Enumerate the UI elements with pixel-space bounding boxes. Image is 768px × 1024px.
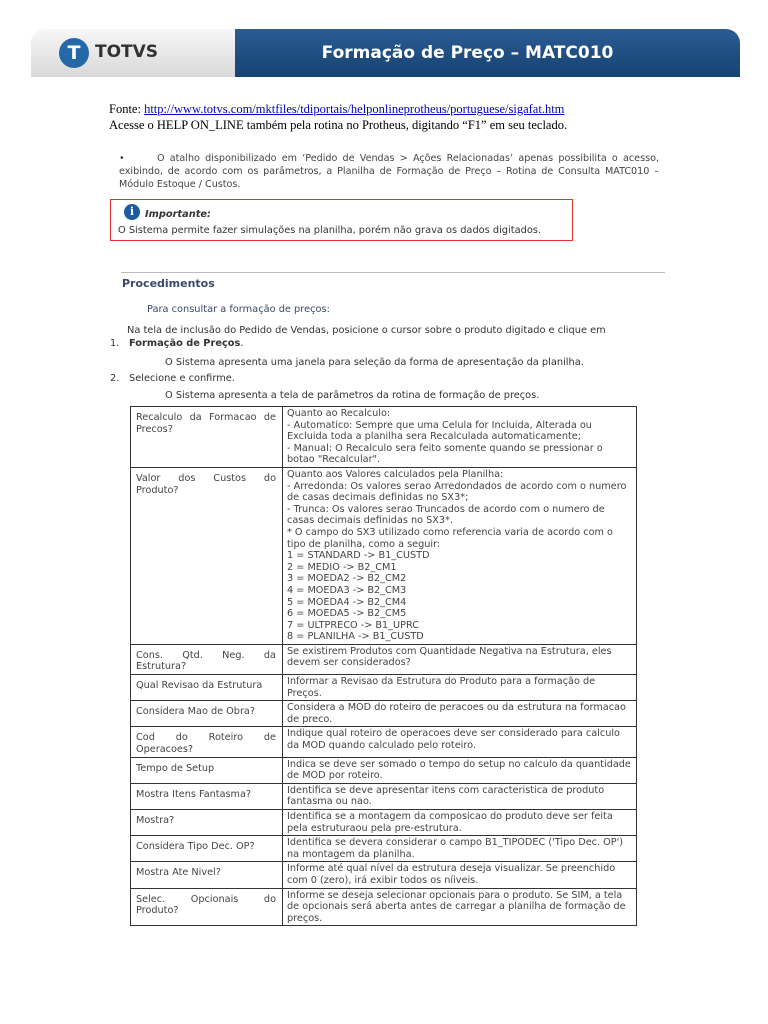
param-description <box>283 644 637 674</box>
logo-text: TOTVS <box>95 42 159 62</box>
param-label: Considera Mao de Obra? <box>131 701 283 727</box>
step1-text: Na tela de inclusão do Pedido de Vendas, posicione o cursor sobre o produto digitado e clique em <box>127 325 606 336</box>
param-description <box>283 727 637 757</box>
param-description-line: - Automatico: Sempre que uma Celula for Incluida, Alterada ou Excluida toda a planilha sera Recalculada automaticamente; <box>287 419 592 443</box>
param-description <box>283 836 637 862</box>
table-row <box>131 783 637 809</box>
param-label: Valor dos Custos do Produto? <box>131 467 283 644</box>
table-row <box>131 407 637 468</box>
param-description-line: Indique qual roteiro de operacoes deve ser considerado para calculo da MOD quando calculado pelo roteiro. <box>287 728 620 752</box>
table-row <box>131 888 637 926</box>
step2-text: Selecione e confirme. <box>129 373 235 384</box>
shortcut-note-text: O atalho disponibilizado em ‘Pedido de Vendas > Ações Relacionadas’ apenas possibilita o acesso, exibindo, de acordo com os parâmetros, a Planilha de Formação de Preço – Rotina de Consulta MATC010 – Módulo Estoque / Custos. <box>119 153 659 190</box>
step1-number: 1. <box>110 338 120 349</box>
param-description <box>283 701 637 727</box>
param-label: Considera Tipo Dec. OP? <box>131 836 283 862</box>
table-row <box>131 467 637 644</box>
param-description-line: Informe até qual nível da estrutura deseja visualizar. Se preenchido com 0 (zero), irá exibir todos os níiveis. <box>287 863 616 886</box>
table-row <box>131 701 637 727</box>
param-description-line: Quanto aos Valores calculados pela Planilha: <box>287 468 504 480</box>
table-row <box>131 836 637 862</box>
param-description-line: 4 = MOEDA3 -> B2_CM3 <box>287 584 407 596</box>
table-row <box>131 810 637 836</box>
param-description-line: * O campo do SX3 utilizado como referencia varia de acordo com o tipo de planilha, como a seguir: <box>287 526 613 550</box>
important-title: Importante: <box>145 209 211 220</box>
important-text: O Sistema permite fazer simulações na planilha, porém não grava os dados digitados. <box>118 225 542 236</box>
param-description-line: 3 = MOEDA2 -> B2_CM2 <box>287 573 407 585</box>
parameters-table <box>130 406 637 926</box>
param-description-line: 7 = ULTPRECO -> B1_UPRC <box>287 619 419 631</box>
help-instruction: Acesse o HELP ON_LINE também pela rotina no Protheus, digitando “F1” em seu teclado. <box>109 118 568 132</box>
param-label: Selec. Opcionais do Produto? <box>131 888 283 926</box>
param-description-line: Identifica se devera considerar o campo B1_TIPODEC ('Tipo Dec. OP') na montagem da planilha. <box>287 837 624 860</box>
info-icon: i <box>124 204 140 220</box>
param-description <box>283 757 637 783</box>
procedure-intro: Para consultar a formação de preços: <box>147 304 330 315</box>
param-description-line: Quanto ao Recalculo: <box>287 408 391 419</box>
section-title: Procedimentos <box>122 277 215 290</box>
param-description-line: 8 = PLANILHA -> B1_CUSTD <box>287 631 424 643</box>
step2-number: 2. <box>110 373 120 384</box>
param-description-line: Identifica se a montagem da composicao do produto deve ser feita pela estruturaou pela pre-estrutura. <box>287 811 613 834</box>
logo-area <box>31 29 235 77</box>
param-description-line: - Trunca: Os valores serao Truncados de acordo com o numero de casas decimais definidas no SX3*. <box>287 503 605 527</box>
section-divider <box>121 272 665 273</box>
param-description-line: Identifica se deve apresentar itens com caracteristica de produto fantasma ou nao. <box>287 784 605 808</box>
source-line <box>109 102 564 117</box>
source-label: Fonte: <box>109 102 145 116</box>
page-title: Formação de Preço – MATC010 <box>321 43 614 63</box>
table-row <box>131 862 637 888</box>
bullet-icon: • <box>119 153 125 164</box>
step1-end: . <box>240 338 244 349</box>
table-row <box>131 644 637 674</box>
logo-mark-letter: T <box>67 42 81 64</box>
param-description <box>283 810 637 836</box>
important-callout <box>110 199 573 241</box>
param-description <box>283 675 637 701</box>
param-label: Mostra Itens Fantasma? <box>131 783 283 809</box>
table-row <box>131 727 637 757</box>
page-header <box>31 29 740 77</box>
totvs-logo-icon <box>59 38 89 68</box>
table-row <box>131 675 637 701</box>
source-link[interactable]: http://www.totvs.com/mktfiles/tdiportais/helponlineprotheus/portuguese/sigafat.htm <box>144 102 565 116</box>
param-label: Tempo de Setup <box>131 757 283 783</box>
param-description-line: - Arredonda: Os valores serao Arredondados de acordo com o numero de casas decimais definidas no SX3*; <box>287 480 627 504</box>
param-label: Mostra? <box>131 810 283 836</box>
param-description <box>283 407 637 468</box>
title-banner <box>235 29 740 77</box>
param-label: Mostra Ate Nivel? <box>131 862 283 888</box>
param-description <box>283 888 637 926</box>
param-label: Recalculo da Formacao de Precos? <box>131 407 283 468</box>
step1-result: O Sistema apresenta uma janela para seleção da forma de apresentação da planilha. <box>165 357 584 368</box>
param-description-line: 1 = STANDARD -> B1_CUSTD <box>287 550 430 562</box>
param-description-line: Se existirem Produtos com Quantidade Negativa na Estrutura, eles devem ser considerados? <box>287 645 612 669</box>
param-description-line: Informe se deseja selecionar opcionais para o produto. Se SIM, a tela de opcionais será aberta antes de carregar a planilha de formação de preços. <box>287 889 626 924</box>
step1-action <box>129 338 243 349</box>
param-description-line: Considera a MOD do roteiro de peracoes ou da estrutura na formacao de preco. <box>287 702 626 725</box>
param-description-line: 6 = MOEDA5 -> B2_CM5 <box>287 608 407 620</box>
step2-result: O Sistema apresenta a tela de parâmetros da rotina de formação de preços. <box>165 390 540 401</box>
param-description <box>283 783 637 809</box>
param-description-line: 2 = MEDIO -> B2_CM1 <box>287 561 397 573</box>
param-description-line: - Manual: O Recalculo sera feito somente quando se pressionar o botao "Recalcular". <box>287 442 603 466</box>
table-row <box>131 757 637 783</box>
step1-bold: Formação de Preços <box>129 338 241 349</box>
param-description-line: Indica se deve ser somado o tempo do setup no calculo da quantidade de MOD por roteiro. <box>287 758 631 782</box>
param-label: Cons. Qtd. Neg. da Estrutura? <box>131 644 283 674</box>
param-label: Qual Revisao da Estrutura <box>131 675 283 701</box>
param-description-line: 5 = MOEDA4 -> B2_CM4 <box>287 596 407 608</box>
shortcut-note <box>119 152 659 191</box>
param-label: Cod do Roteiro de Operacoes? <box>131 727 283 757</box>
param-description-line: Informar a Revisao da Estrutura do Produto para a formação de Preços. <box>287 676 596 699</box>
param-description <box>283 467 637 644</box>
param-description <box>283 862 637 888</box>
